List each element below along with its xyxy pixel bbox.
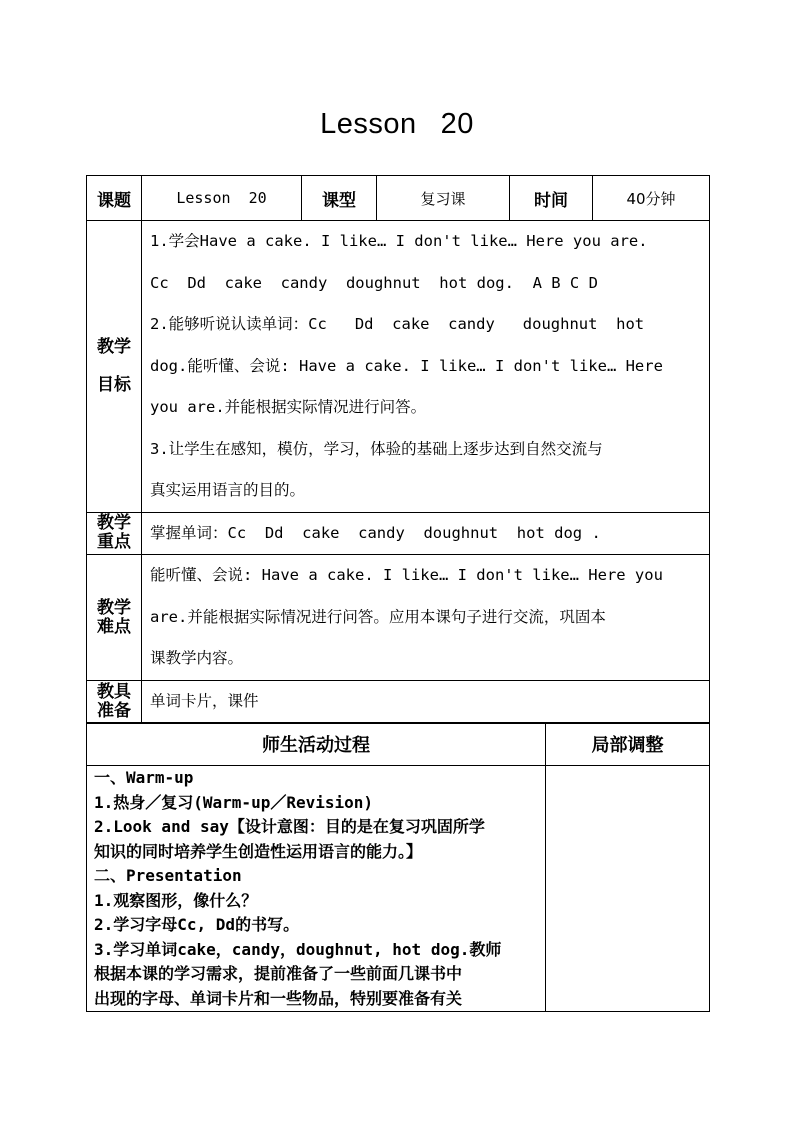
- objectives-row: [87, 221, 710, 513]
- info-row: [87, 176, 710, 221]
- objective-line: Cc Dd cake candy doughnut hot dog. A B C D: [150, 273, 598, 292]
- difficulty-line: are.并能根据实际情况进行问答。应用本课句子进行交流，巩固本: [150, 607, 606, 626]
- time-value: 40分钟: [593, 176, 710, 221]
- process-line: 1.观察图形，像什么？: [94, 890, 258, 910]
- type-label: 课型: [302, 176, 377, 221]
- objective-line: 2.能够听说认读单词：Cc Dd cake candy doughnut hot: [150, 315, 645, 333]
- difficulty-line: 能听懂、会说: Have a cake. I like… I don't like… Here you: [150, 566, 663, 585]
- process-header: 师生活动过程: [87, 723, 546, 766]
- process-body-row: [87, 766, 710, 1012]
- objective-line: you are.并能根据实际情况进行问答。: [150, 398, 427, 416]
- title-word: Lesson: [320, 108, 417, 140]
- process-line: 知识的同时培养学生创造性运用语言的能力。】: [94, 841, 423, 861]
- process-line: 根据本课的学习需求，提前准备了一些前面几课书中: [94, 964, 463, 983]
- lesson-plan-table: [86, 175, 710, 724]
- difficulties-label: 教学 难点: [87, 555, 142, 681]
- process-header-row: [87, 723, 710, 766]
- key-points-label: 教学 重点: [87, 512, 142, 555]
- key-points-content: 掌握单词：Cc Dd cake candy doughnut hot dog .: [142, 512, 710, 555]
- process-content: [87, 766, 546, 1012]
- process-line: 2.学习字母Cc, Dd的书写。: [94, 915, 300, 934]
- adjust-content: [546, 766, 710, 1012]
- process-line: 出现的字母、单词卡片和一些物品，特别要准备有关: [94, 988, 463, 1008]
- preparation-row: [87, 681, 710, 724]
- process-line: 一、Warm-up: [94, 768, 194, 787]
- process-table: [86, 722, 710, 1012]
- time-label: 时间: [510, 176, 593, 221]
- objective-line: 真实运用语言的目的。: [150, 481, 306, 499]
- preparation-label: 教具 准备: [87, 681, 142, 724]
- difficulties-content: [142, 555, 710, 681]
- objectives-label: 教学 目标: [87, 221, 142, 513]
- difficulties-row: [87, 555, 710, 681]
- topic-value: Lesson 20: [142, 176, 302, 221]
- objective-line: 1.学会Have a cake. I like… I don't like… Here you are.: [150, 232, 648, 250]
- process-line: 3.学习单词cake，candy，doughnut, hot dog.教师: [94, 939, 502, 959]
- objectives-content: [142, 221, 710, 513]
- title-number: 20: [440, 108, 474, 140]
- type-value: 复习课: [377, 176, 510, 221]
- adjust-header: 局部调整: [546, 723, 710, 766]
- process-line: 1.热身／复习(Warm-up／Revision): [94, 792, 374, 812]
- key-points-row: [87, 512, 710, 555]
- objective-line: 3.让学生在感知，模仿，学习，体验的基础上逐步达到自然交流与: [150, 439, 603, 458]
- process-line: 2.Look and say【设计意图：目的是在复习巩固所学: [94, 817, 485, 836]
- preparation-content: 单词卡片，课件: [142, 681, 710, 724]
- process-line: 二、Presentation: [94, 866, 242, 885]
- difficulty-line: 课教学内容。: [150, 649, 244, 668]
- objective-line: dog.能听懂、会说: Have a cake. I like… I don't like… Here: [150, 356, 663, 375]
- topic-label: 课题: [87, 176, 142, 221]
- page-title: [0, 108, 794, 141]
